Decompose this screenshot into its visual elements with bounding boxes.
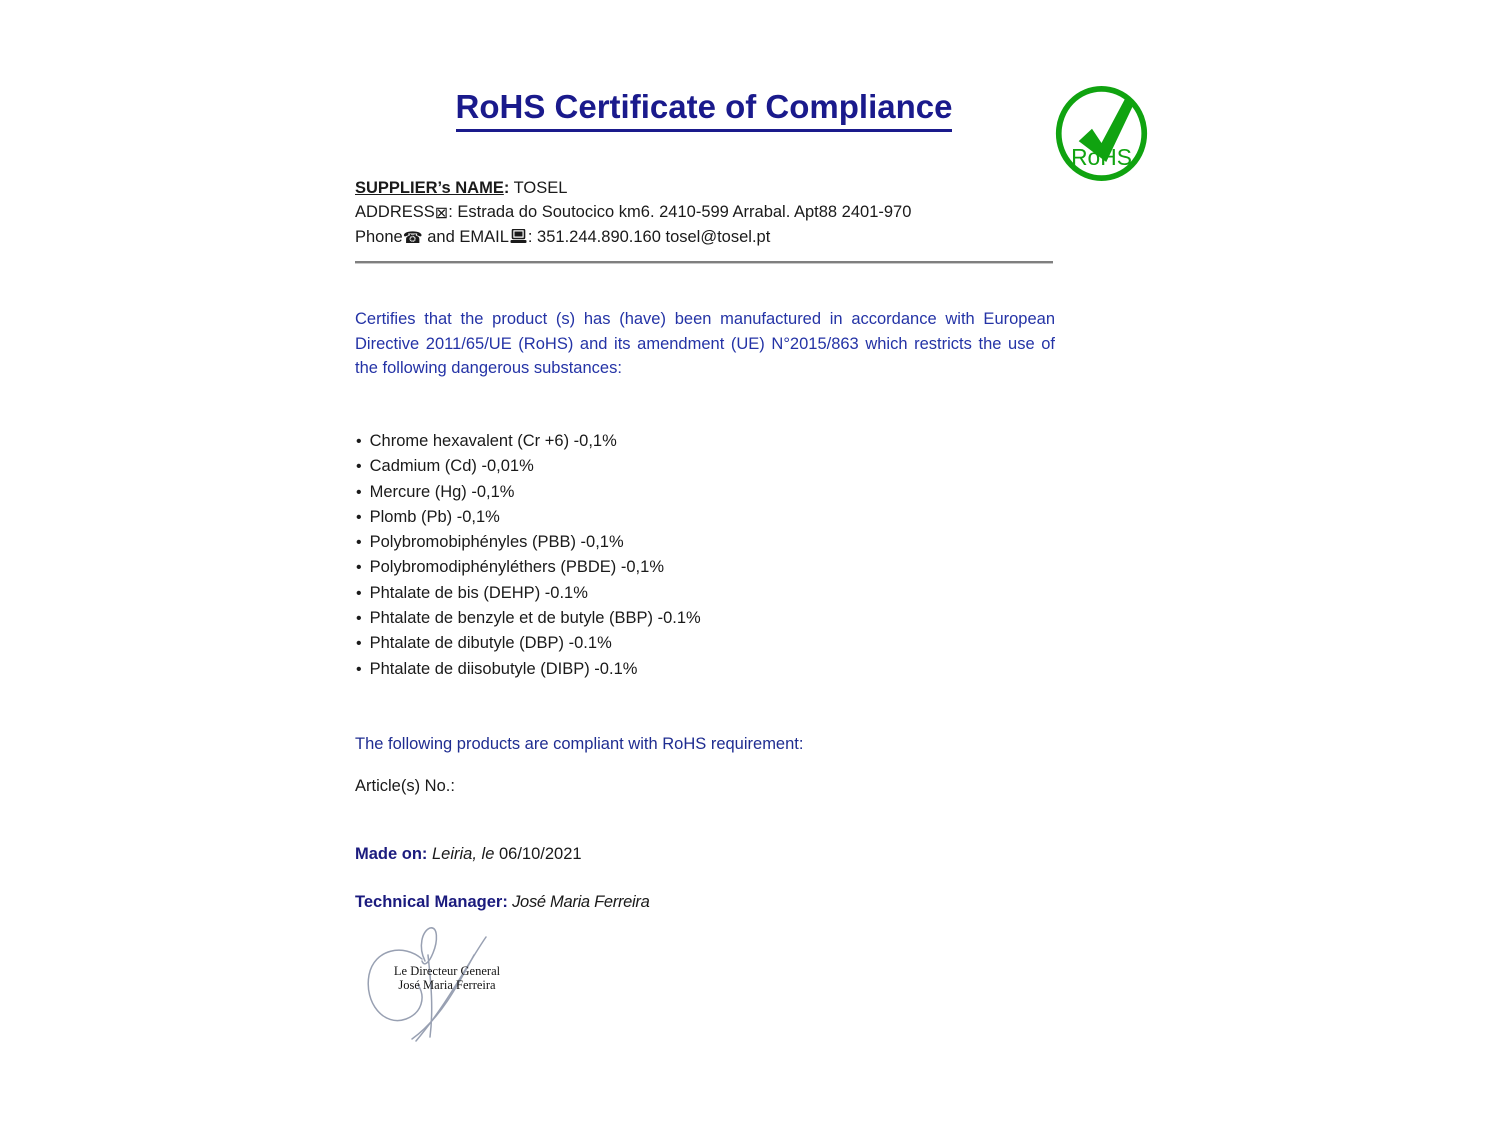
rohs-logo <box>1054 85 1149 182</box>
supplier-contact-line <box>355 225 1055 250</box>
section-divider <box>355 261 1053 264</box>
substance-item: • Plomb (Pb) -0,1% <box>356 505 1056 530</box>
computer-icon <box>510 229 527 244</box>
signature-title: Le Directeur General <box>393 964 501 978</box>
phone-icon: ☎ <box>402 230 423 247</box>
substance-item: • Cadmium (Cd) -0,01% <box>356 454 1056 479</box>
technical-manager-value: José Maria Ferreira <box>507 893 650 911</box>
made-on-date: 06/10/2021 <box>498 845 582 863</box>
made-on-place: Leiria, le <box>427 845 499 863</box>
substances-list <box>356 429 1056 682</box>
address-label: ADDRESS <box>355 203 435 221</box>
substance-item: • Phtalate de diisobutyle (DIBP) -0.1% <box>356 657 1056 682</box>
supplier-block <box>355 176 1055 250</box>
substance-item: • Polybromodiphényléthers (PBDE) -0,1% <box>356 555 1056 580</box>
address-value: : Estrada do Soutocico km6. 2410-599 Arrabal. Apt88 2401-970 <box>448 203 912 221</box>
envelope-icon: ⊠ <box>434 205 449 222</box>
technical-manager-line <box>355 893 1055 912</box>
made-on-label: Made on: <box>355 845 428 863</box>
page-title: RoHS Certificate of Compliance <box>456 88 953 132</box>
phone-label: Phone <box>355 228 403 246</box>
and-email-label: and EMAIL <box>422 228 509 246</box>
supplier-address-line <box>355 200 1055 225</box>
substance-item: • Phtalate de bis (DEHP) -0.1% <box>356 581 1056 606</box>
articles-label: Article(s) No.: <box>355 777 455 795</box>
rohs-logo-icon <box>1054 85 1149 182</box>
supplier-name-value: TOSEL <box>509 179 568 197</box>
rohs-logo-label: RoHS <box>1071 143 1132 170</box>
supplier-name-label: SUPPLIER’s NAME <box>355 179 504 197</box>
supplier-name-line <box>355 176 1055 200</box>
compliance-statement: The following products are compliant with RoHS requirement: <box>355 735 804 753</box>
contact-value: : 351.244.890.160 tosel@tosel.pt <box>527 228 771 246</box>
substance-item: • Polybromobiphényles (PBB) -0,1% <box>356 530 1056 555</box>
technical-manager-label: Technical Manager: <box>355 893 508 911</box>
substance-item: • Mercure (Hg) -0,1% <box>356 480 1056 505</box>
substance-item: • Phtalate de benzyle et de butyle (BBP) -0.1% <box>356 606 1056 631</box>
signature-text <box>392 965 502 992</box>
substance-item: • Phtalate de dibutyle (DBP) -0.1% <box>356 631 1056 656</box>
signature-name: José Maria Ferreira <box>398 977 496 992</box>
substance-item: • Chrome hexavalent (Cr +6) -0,1% <box>356 429 1056 454</box>
certification-paragraph: Certifies that the product (s) has (have) been manufactured in accordance with European Directive 2011/65/UE (RoHS) and its amendment (UE) N°2015/863 which restricts the use of the following dangerous substances: <box>355 310 1055 377</box>
supplier-name-colon: : <box>503 179 510 197</box>
made-on-line <box>355 845 1055 864</box>
title-wrap <box>355 88 1053 132</box>
